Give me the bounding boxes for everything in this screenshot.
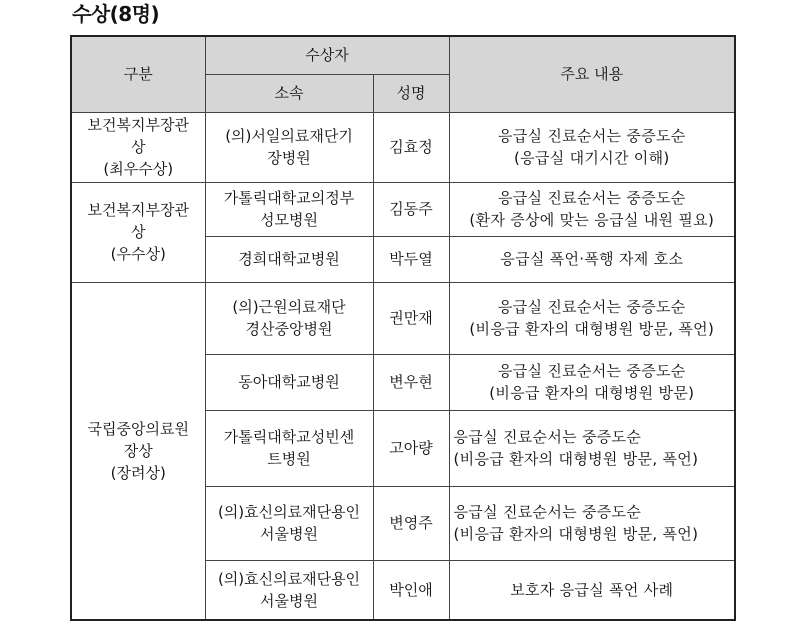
name-cell: 권만재: [373, 282, 449, 354]
name-cell: 변영주: [373, 486, 449, 560]
affiliation-cell: 가톨릭대학교의정부 성모병원: [205, 182, 373, 236]
header-row-top: [71, 36, 735, 74]
name-cell: 박두열: [373, 236, 449, 282]
name-cell: 변우현: [373, 354, 449, 410]
header-name: 성명: [373, 74, 449, 112]
table-row: [71, 282, 735, 354]
content-cell: 응급실 진료순서는 중증도순 (비응급 환자의 대형병원 방문): [449, 354, 735, 410]
affiliation-cell: 동아대학교병원: [205, 354, 373, 410]
affiliation-cell: (의)서일의료재단기 장병원: [205, 112, 373, 182]
page-title: 수상(8명): [72, 2, 160, 26]
name-cell: 고아량: [373, 410, 449, 486]
table-row: [71, 182, 735, 236]
content-cell: 응급실 진료순서는 중증도순 (환자 증상에 맞는 응급실 내원 필요): [449, 182, 735, 236]
content-cell: 보호자 응급실 폭언 사례: [449, 560, 735, 620]
content-cell: 응급실 진료순서는 중증도순 (비응급 환자의 대형병원 방문, 폭언): [449, 486, 735, 560]
affiliation-cell: (의)근원의료재단 경산중앙병원: [205, 282, 373, 354]
name-cell: 박인애: [373, 560, 449, 620]
content-cell: 응급실 폭언·폭행 자제 호소: [449, 236, 735, 282]
header-affiliation: 소속: [205, 74, 373, 112]
name-cell: 김효정: [373, 112, 449, 182]
header-awardee: 수상자: [205, 36, 449, 74]
content-cell: 응급실 진료순서는 중증도순 (응급실 대기시간 이해): [449, 112, 735, 182]
header-category: 구분: [71, 36, 205, 112]
content-cell: 응급실 진료순서는 중증도순 (비응급 환자의 대형병원 방문, 폭언): [449, 410, 735, 486]
category-cell: 보건복지부장관 상 (최우수상): [71, 112, 205, 182]
category-cell: 보건복지부장관 상 (우수상): [71, 182, 205, 282]
affiliation-cell: 경희대학교병원: [205, 236, 373, 282]
affiliation-cell: (의)효신의료재단용인 서울병원: [205, 486, 373, 560]
affiliation-cell: 가톨릭대학교성빈센 트병원: [205, 410, 373, 486]
name-cell: 김동주: [373, 182, 449, 236]
header-content: 주요 내용: [449, 36, 735, 112]
table-row: [71, 112, 735, 182]
award-table: [70, 35, 736, 621]
category-cell: 국립중앙의료원 장상 (장려상): [71, 282, 205, 620]
content-cell: 응급실 진료순서는 중증도순 (비응급 환자의 대형병원 방문, 폭언): [449, 282, 735, 354]
affiliation-cell: (의)효신의료재단용인 서울병원: [205, 560, 373, 620]
